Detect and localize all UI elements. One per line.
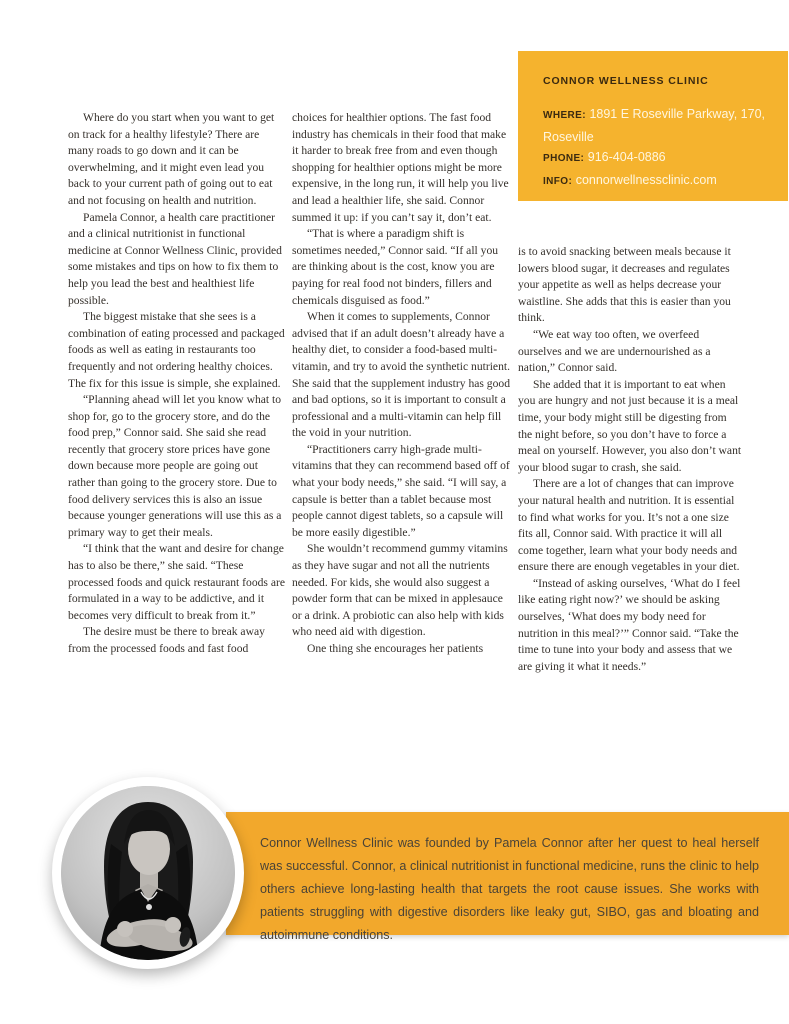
article-column-1 <box>68 110 286 658</box>
clinic-name-heading: CONNOR WELLNESS CLINIC <box>543 75 709 87</box>
clinic-phone-line <box>543 147 768 170</box>
article-paragraph: “Planning ahead will let you know what to shop for, go to the grocery store, and do the food prep,” Connor said. She said she read recently that grocery store prices have gone down because more people are going out rather than going to the grocery store. Due to food delivery services this is also an issue because younger generations will use this as a primary way to get their meals. <box>68 393 282 539</box>
article-paragraph: “I think that the want and desire for change has to also be there,” she said. “These processed foods and quick restaurant foods are formulated in a way to be addictive, and it becomes very difficult to break from it.” <box>68 542 285 622</box>
article-column-3 <box>518 244 742 675</box>
article-paragraph: The desire must be there to break away from the processed foods and fast food <box>68 625 265 655</box>
article-paragraph: Pamela Connor, a health care practitioner and a clinical nutritionist in functional medicine at Connor Wellness Clinic, provided some mistakes and tips on how to fix them to help you lead the best and healthiest life possible. <box>68 210 282 307</box>
article-paragraph: She wouldn’t recommend gummy vitamins as they have sugar and not all the nutrients needed. For kids, she would also suggest a powder form that can be mixed in applesauce or a drink. A probiotic can also help with kids who need aid with digestion. <box>292 542 508 639</box>
article-paragraph: She added that it is important to eat when you are hungry and not just because it is a meal time, your body might still be digesting from the night before, so you don’t have to force a meal on yourself. However, you also don’t want your blood sugar to crash, she said. <box>518 377 742 474</box>
clinic-info-box <box>518 51 788 201</box>
article-paragraph: Where do you start when you want to get on track for a healthy lifestyle? There are many roads to go down and it can be overwhelming, and it might even lead you back to your current path of going out to eat and not focusing on health and nutrition. <box>68 111 275 207</box>
banner-text: Connor Wellness Clinic was founded by Pamela Connor after her quest to heal herself was successful. Connor, a clinical nutritionist in functional medicine, runs the clinic to help others achieve long-lasting health that targets the root cause issues. She works with patients struggling with digestive disorders like leaky gut, SIBO, gas and bloating and autoimmune conditions. <box>260 836 759 942</box>
clinic-contact-details <box>543 104 768 192</box>
where-label: WHERE: <box>543 110 586 121</box>
article-paragraph: “Practitioners carry high-grade multi-vitamins that they can recommend based off of what your body needs,” she said. “I will say, a capsule is better than a tablet because most people cannot digest tablets, so a capsule will be more easily digestible.” <box>292 442 510 539</box>
clinic-address-line <box>543 104 768 147</box>
portrait-illustration <box>61 786 235 960</box>
pamela-connor-photo <box>52 777 244 969</box>
article-paragraph: When it comes to supplements, Connor advised that if an adult doesn’t already have a healthy diet, to consider a food-based multi-vitamin, and try to avoid the synthetic nutrient. She said that the supplement industry has good and bad options, so it is important to consult a professional and a multi-vitamin can help fill the void in your nutrition. <box>292 310 510 440</box>
article-paragraph: “We eat way too often, we overfeed ourselves and we are undernourished as a nation,” Connor said. <box>518 327 711 375</box>
article-paragraph: choices for healthier options. The fast food industry has chemicals in their food that make it harder to break free from and even though shopping for healthier options might be more expensive, in the long run, it will help you live and lead a healthier life, she said. Connor summed it up: if you can’t say it, don’t eat. <box>292 111 509 224</box>
phone-label: PHONE: <box>543 153 585 164</box>
phone-value: 916-404-0886 <box>587 150 666 164</box>
article-paragraph: “That is where a paradigm shift is sometimes needed,” Connor said. “If all you are thinking about is the cost, know you are paying for real food not binders, fillers and chemicals disguised as food.” <box>292 227 499 307</box>
bottom-banner <box>226 812 789 942</box>
article-paragraph: “Instead of asking ourselves, ‘What do I feel like eating right now?’ we should be asking ourselves, ‘What does my body need for nutrition in this meal?’” Connor said. “Take the time to tune into your body and assess that we are giving it what it needs.” <box>518 576 741 673</box>
article-paragraph: is to avoid snacking between meals because it lowers blood sugar, it decreases and regulates your appetite as well as helps decrease your waistline. She adds that this is easier than you think. <box>518 245 731 325</box>
article-column-2 <box>292 110 510 658</box>
info-value: connorwellnessclinic.com <box>575 172 717 187</box>
article-paragraph: One thing she encourages her patients <box>307 642 484 655</box>
info-label: INFO: <box>543 175 573 187</box>
where-value: 1891 E Roseville Parkway, 170, Roseville <box>543 107 765 144</box>
clinic-info-line <box>543 170 768 193</box>
article-paragraph: There are a lot of changes that can improve your natural health and nutrition. It is essential to find what works for you. It’s not a one size fits all, Connor said. With practice it will all come together, learn what your body needs and ensure there are enough vegetables in your diet. <box>518 477 740 574</box>
article-paragraph: The biggest mistake that she sees is a combination of eating processed and packaged foods as well as eating in restaurants too frequently and not ordering healthy choices. The fix for this issue is simple, she explained. <box>68 310 285 390</box>
